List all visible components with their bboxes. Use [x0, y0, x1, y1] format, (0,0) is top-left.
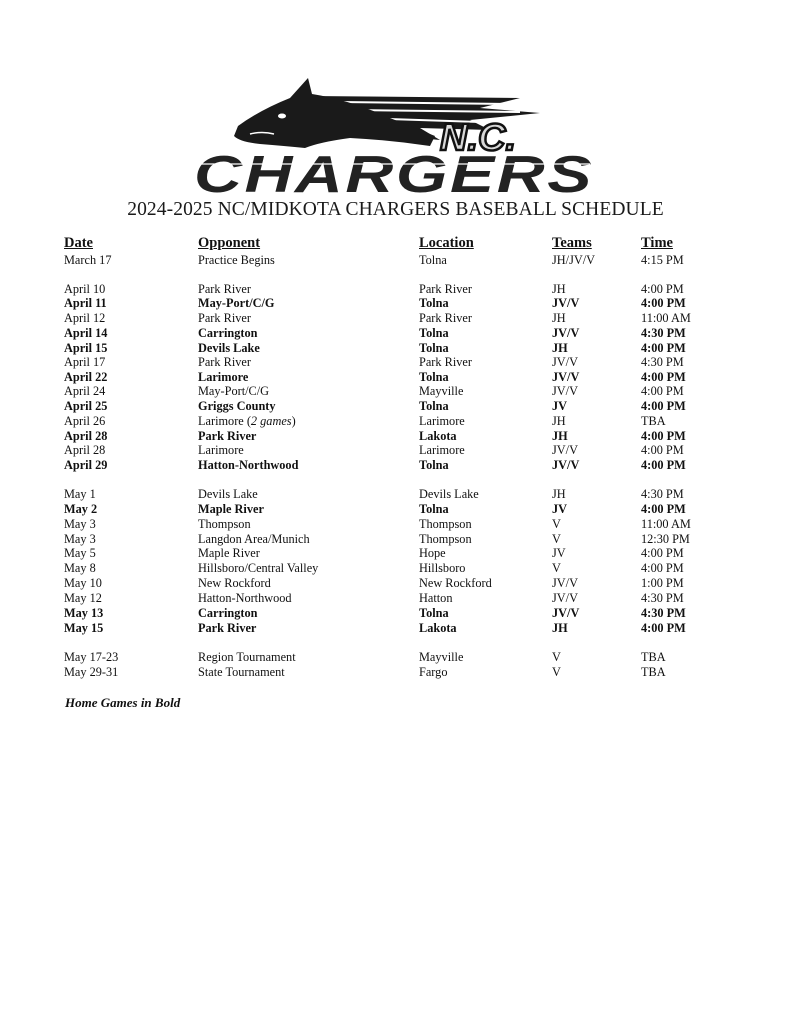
- row-opponent: Hillsboro/Central Valley: [198, 561, 319, 575]
- row-date: May 1: [64, 487, 96, 501]
- row-time: 4:00 PM: [641, 621, 686, 635]
- row-opponent: Maple River: [198, 546, 260, 560]
- row-date: April 14: [64, 326, 108, 340]
- row-date: April 17: [64, 355, 106, 369]
- row-location: Larimore: [419, 414, 465, 428]
- row-opponent-name: Larimore: [198, 414, 244, 428]
- row-date: May 3: [64, 532, 96, 546]
- table-row: [0, 665, 791, 679]
- header-opponent: Opponent: [198, 235, 261, 251]
- row-date: April 22: [64, 370, 108, 384]
- table-row: [0, 532, 791, 546]
- row-opponent: May-Port/C/G: [198, 296, 275, 310]
- row-teams: JV/V: [552, 384, 578, 398]
- row-opponent: Larimore (2 games): [198, 414, 296, 428]
- row-date: May 12: [64, 591, 102, 605]
- logo-wordmark: CHARGERS: [194, 146, 594, 198]
- row-opponent-note: 2 games: [250, 414, 292, 428]
- row-time: 4:30 PM: [641, 487, 684, 501]
- row-time: 4:00 PM: [641, 561, 684, 575]
- row-teams: JV: [552, 399, 568, 413]
- row-time: 4:30 PM: [641, 355, 684, 369]
- row-teams: JH: [552, 487, 566, 501]
- row-time: 4:00 PM: [641, 384, 684, 398]
- row-time: 4:15 PM: [641, 253, 684, 267]
- row-time: 4:00 PM: [641, 443, 684, 457]
- row-time: 4:00 PM: [641, 370, 686, 384]
- row-location: Park River: [419, 282, 472, 296]
- table-row: [0, 546, 791, 560]
- table-row: [0, 296, 791, 310]
- row-date: May 8: [64, 561, 96, 575]
- row-location: Park River: [419, 311, 472, 325]
- table-row: [0, 326, 791, 340]
- row-location: Hillsboro: [419, 561, 466, 575]
- row-location: Tolna: [419, 326, 449, 340]
- row-location: New Rockford: [419, 576, 492, 590]
- row-opponent: Maple River: [198, 502, 264, 516]
- row-date: April 25: [64, 399, 108, 413]
- row-teams: JV/V: [552, 370, 580, 384]
- row-opponent: Larimore: [198, 443, 244, 457]
- row-teams: JV/V: [552, 576, 578, 590]
- row-location: Tolna: [419, 296, 449, 310]
- row-teams: JV/V: [552, 458, 580, 472]
- row-opponent: Carrington: [198, 606, 258, 620]
- row-location: Thompson: [419, 517, 472, 531]
- row-date: May 13: [64, 606, 104, 620]
- row-teams: JH: [552, 414, 566, 428]
- table-row: [0, 621, 791, 635]
- row-time: 11:00 AM: [641, 517, 691, 531]
- row-teams: JH: [552, 311, 566, 325]
- row-date: April 28: [64, 443, 106, 457]
- row-opponent: Park River: [198, 355, 251, 369]
- row-opponent: Practice Begins: [198, 253, 275, 267]
- row-location: Larimore: [419, 443, 465, 457]
- row-teams: V: [552, 532, 561, 546]
- row-time: 4:30 PM: [641, 606, 686, 620]
- row-teams: JV/V: [552, 443, 578, 457]
- row-time: 4:30 PM: [641, 326, 686, 340]
- row-date: April 26: [64, 414, 106, 428]
- row-location: Mayville: [419, 650, 464, 664]
- table-row: [0, 502, 791, 516]
- row-teams: V: [552, 561, 561, 575]
- row-date: May 17-23: [64, 650, 119, 664]
- row-time: 4:00 PM: [641, 341, 686, 355]
- row-teams: JV: [552, 546, 566, 560]
- row-date: May 15: [64, 621, 104, 635]
- row-location: Tolna: [419, 606, 449, 620]
- row-location: Lakota: [419, 429, 457, 443]
- row-time: TBA: [641, 414, 666, 428]
- row-date: April 10: [64, 282, 106, 296]
- row-time: 4:00 PM: [641, 429, 686, 443]
- row-location: Tolna: [419, 502, 449, 516]
- row-opponent: Hatton-Northwood: [198, 458, 299, 472]
- row-teams: JV/V: [552, 296, 580, 310]
- row-location: Tolna: [419, 458, 449, 472]
- row-opponent: Griggs County: [198, 399, 276, 413]
- row-time: 4:00 PM: [641, 546, 684, 560]
- row-date: May 5: [64, 546, 96, 560]
- row-opponent: Park River: [198, 429, 257, 443]
- row-date: April 24: [64, 384, 106, 398]
- row-time: 4:00 PM: [641, 282, 684, 296]
- header-date: Date: [64, 235, 93, 251]
- table-row: [0, 458, 791, 472]
- row-time: 4:00 PM: [641, 296, 686, 310]
- header-location: Location: [419, 235, 474, 251]
- row-teams: V: [552, 517, 561, 531]
- table-row: [0, 414, 791, 428]
- row-teams: JH/JV/V: [552, 253, 596, 267]
- table-row: [0, 311, 791, 325]
- row-location: Thompson: [419, 532, 472, 546]
- row-location: Tolna: [419, 253, 447, 267]
- row-location: Tolna: [419, 341, 449, 355]
- chargers-logo: [190, 68, 602, 198]
- row-location: Devils Lake: [419, 487, 479, 501]
- row-opponent: Devils Lake: [198, 487, 258, 501]
- row-location: Fargo: [419, 665, 448, 679]
- row-location: Lakota: [419, 621, 457, 635]
- row-teams: JH: [552, 621, 568, 635]
- table-row: [0, 429, 791, 443]
- row-opponent: State Tournament: [198, 665, 285, 679]
- row-opponent: Langdon Area/Munich: [198, 532, 310, 546]
- home-games-note: Home Games in Bold: [65, 695, 181, 710]
- row-time: TBA: [641, 650, 666, 664]
- schedule-title: 2024-2025 NC/MIDKOTA CHARGERS BASEBALL SCHEDULE: [127, 199, 664, 220]
- row-teams: JH: [552, 429, 568, 443]
- table-row: [0, 253, 791, 267]
- row-time: 4:00 PM: [641, 502, 686, 516]
- table-row: [0, 606, 791, 620]
- table-row: [0, 443, 791, 457]
- row-location: Hope: [419, 546, 446, 560]
- row-time: 4:30 PM: [641, 591, 684, 605]
- row-teams: JV/V: [552, 355, 578, 369]
- row-date: April 29: [64, 458, 108, 472]
- table-row: [0, 517, 791, 531]
- table-row: [0, 355, 791, 369]
- row-date: April 15: [64, 341, 108, 355]
- row-opponent: Region Tournament: [198, 650, 296, 664]
- table-row: [0, 561, 791, 575]
- row-teams: JH: [552, 282, 566, 296]
- row-opponent: Larimore: [198, 370, 249, 384]
- row-time: TBA: [641, 665, 666, 679]
- table-row: [0, 341, 791, 355]
- row-location: Tolna: [419, 370, 449, 384]
- row-opponent: May-Port/C/G: [198, 384, 270, 398]
- row-time: 12:30 PM: [641, 532, 690, 546]
- table-row: [0, 650, 791, 664]
- row-teams: V: [552, 665, 561, 679]
- row-time: 11:00 AM: [641, 311, 691, 325]
- row-date: March 17: [64, 253, 112, 267]
- row-date: May 10: [64, 576, 102, 590]
- row-opponent: Park River: [198, 311, 251, 325]
- table-row: [0, 399, 791, 413]
- row-teams: JV: [552, 502, 568, 516]
- row-opponent: Park River: [198, 621, 257, 635]
- row-time: 4:00 PM: [641, 458, 686, 472]
- row-time: 4:00 PM: [641, 399, 686, 413]
- row-opponent: Carrington: [198, 326, 258, 340]
- row-date: May 2: [64, 502, 98, 516]
- row-location: Mayville: [419, 384, 464, 398]
- row-teams: V: [552, 650, 561, 664]
- logo-initials: N.C.: [440, 117, 516, 159]
- row-time: 1:00 PM: [641, 576, 684, 590]
- row-teams: JH: [552, 341, 568, 355]
- row-date: April 12: [64, 311, 106, 325]
- table-row: [0, 576, 791, 590]
- header-teams: Teams: [552, 235, 592, 251]
- row-date: May 3: [64, 517, 96, 531]
- row-opponent: New Rockford: [198, 576, 271, 590]
- row-date: May 29-31: [64, 665, 119, 679]
- row-teams: JV/V: [552, 591, 578, 605]
- row-teams: JV/V: [552, 606, 580, 620]
- row-location: Park River: [419, 355, 472, 369]
- row-date: April 28: [64, 429, 108, 443]
- row-opponent: Thompson: [198, 517, 251, 531]
- table-row: [0, 384, 791, 398]
- header-time: Time: [641, 235, 673, 251]
- row-location: Hatton: [419, 591, 453, 605]
- row-opponent: Devils Lake: [198, 341, 260, 355]
- table-row: [0, 282, 791, 296]
- row-teams: JV/V: [552, 326, 580, 340]
- row-date: April 11: [64, 296, 107, 310]
- table-row: [0, 591, 791, 605]
- table-row: [0, 487, 791, 501]
- row-opponent: Hatton-Northwood: [198, 591, 292, 605]
- table-row: [0, 370, 791, 384]
- row-location: Tolna: [419, 399, 449, 413]
- row-opponent: Park River: [198, 282, 251, 296]
